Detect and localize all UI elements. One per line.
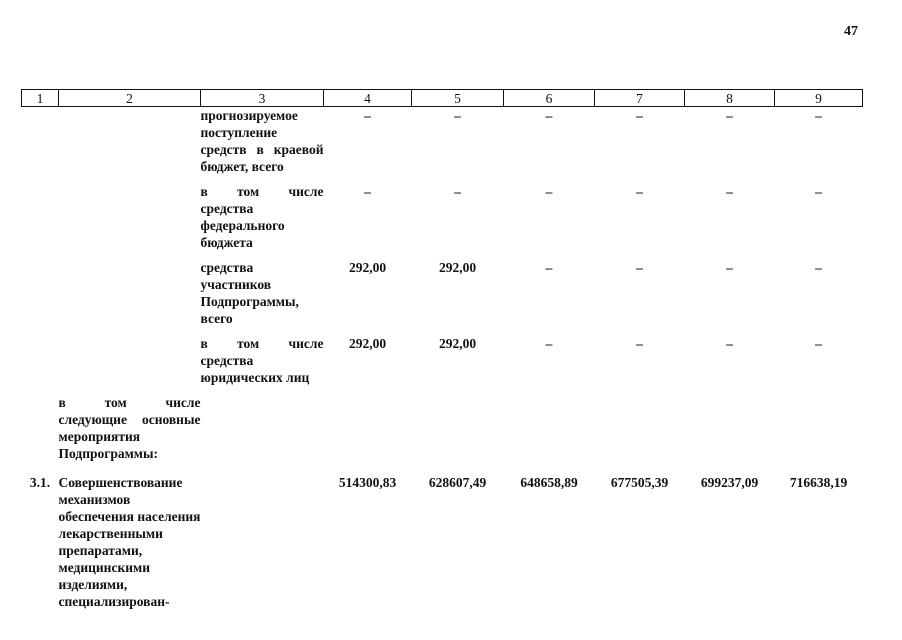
- column-header: 1: [22, 90, 59, 107]
- value-cell: –: [815, 108, 822, 123]
- value-cell: 514300,83: [338, 475, 397, 490]
- value-cell: –: [636, 336, 643, 351]
- table-row: [22, 335, 863, 394]
- column-header: 9: [775, 90, 863, 107]
- column-header: 3: [201, 90, 324, 107]
- value-cell: [595, 394, 685, 474]
- row-source: в том числе средства федерального бюджета: [200, 184, 324, 250]
- value-cell: –: [545, 336, 553, 351]
- table-row: [22, 107, 863, 184]
- value-cell: –: [726, 260, 733, 275]
- row-name: [59, 335, 201, 394]
- value-cell: 716638,19: [789, 475, 848, 490]
- page-number: 47: [844, 24, 858, 39]
- row-name: [59, 183, 201, 259]
- value-cell: –: [636, 108, 643, 123]
- value-cell: –: [726, 108, 733, 123]
- table-row: [22, 394, 863, 474]
- value-cell: –: [815, 260, 822, 275]
- value-cell: [685, 394, 775, 474]
- value-cell: –: [815, 184, 822, 199]
- column-header: 8: [685, 90, 775, 107]
- value-cell: –: [454, 108, 461, 123]
- value-cell: –: [726, 184, 733, 199]
- row-number: [22, 394, 59, 474]
- row-name: [59, 107, 201, 184]
- row-source: [201, 394, 324, 474]
- value-cell: [504, 394, 595, 474]
- value-cell: 292,00: [438, 336, 477, 351]
- column-header: 7: [595, 90, 685, 107]
- row-source: в том числе средства юридических лиц: [200, 336, 324, 385]
- value-cell: 292,00: [348, 260, 387, 275]
- table-row: [22, 474, 863, 616]
- row-number: [22, 335, 59, 394]
- row-name: в том числе следующие основные мероприятия Подпрограммы:: [58, 395, 201, 461]
- row-number: [22, 107, 59, 184]
- value-cell: [412, 394, 504, 474]
- value-cell: –: [636, 260, 643, 275]
- column-header: 5: [412, 90, 504, 107]
- row-number: [22, 183, 59, 259]
- value-cell: –: [545, 108, 553, 123]
- value-cell: 648658,89: [520, 475, 578, 490]
- value-cell: 292,00: [348, 336, 387, 351]
- value-cell: 292,00: [438, 260, 477, 275]
- row-source: прогнозируемое поступление средств в краевой бюджет, всего: [200, 108, 324, 174]
- row-source: [201, 474, 324, 616]
- value-cell: –: [726, 336, 733, 351]
- value-cell: –: [364, 108, 371, 123]
- row-number: [22, 259, 59, 335]
- column-header: 2: [59, 90, 201, 107]
- value-cell: 699237,09: [700, 475, 759, 490]
- table-row: [22, 259, 863, 335]
- value-cell: –: [545, 260, 553, 275]
- column-header: 4: [324, 90, 412, 107]
- row-name: Совершенствование механизмов обеспечения населения лекарственными препаратами, медицинскими изделиями, специализирован-: [58, 475, 201, 609]
- value-cell: [775, 394, 863, 474]
- row-source: средства участников Подпрограммы, всего: [200, 260, 299, 326]
- value-cell: [324, 394, 412, 474]
- header-row: [22, 90, 863, 107]
- column-header: 6: [504, 90, 595, 107]
- value-cell: –: [636, 184, 643, 199]
- value-cell: 628607,49: [428, 475, 487, 490]
- value-cell: 677505,39: [610, 475, 669, 490]
- value-cell: –: [815, 336, 822, 351]
- value-cell: –: [364, 184, 371, 199]
- budget-table: [21, 89, 863, 616]
- table-row: [22, 183, 863, 259]
- value-cell: –: [454, 184, 461, 199]
- row-name: [59, 259, 201, 335]
- value-cell: –: [545, 184, 553, 199]
- row-number: 3.1.: [29, 475, 51, 490]
